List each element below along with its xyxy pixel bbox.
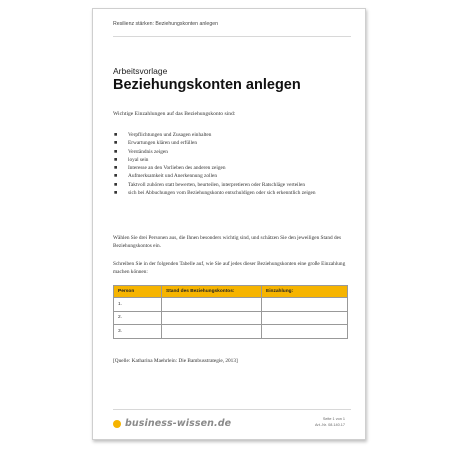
list-item-text: Erwartungen klären und erfüllen xyxy=(128,140,197,147)
intro-text: Wichtige Einzahlungen auf das Beziehungskonto sind: xyxy=(113,111,236,117)
worksheet-table xyxy=(113,285,348,339)
article-number: Art.-Nr. 08.140.17 xyxy=(315,423,345,427)
list-item-text: Verpflichtungen und Zusagen einhalten xyxy=(128,132,212,138)
table-cell-stand[interactable] xyxy=(162,298,262,312)
table-cell-person: 3. xyxy=(114,325,162,339)
table-cell-einzahlung[interactable] xyxy=(262,311,348,325)
bullet-list xyxy=(113,131,353,197)
instruction-paragraph-2: Schreiben Sie in der folgenden Tabelle auf, wie Sie auf jedes dieser Beziehungskonten eine große Einzahlung machen können: xyxy=(113,261,346,276)
source-citation: [Quelle: Katharina Maehrlein: Die Bambusstrategie, 2013] xyxy=(113,358,238,364)
table-cell-einzahlung[interactable] xyxy=(262,298,348,312)
footer-divider xyxy=(113,409,351,410)
logo-text: business-wissen.de xyxy=(125,418,232,429)
brand-logo xyxy=(113,418,231,429)
list-item xyxy=(113,139,353,147)
list-item-text: Verständnis zeigen xyxy=(128,148,168,155)
bullet-icon: ■ xyxy=(114,190,118,197)
list-item-text: Interesse an den Vorlieben des anderen zeigen xyxy=(128,165,226,172)
table-cell-stand[interactable] xyxy=(162,325,262,339)
bullet-icon: ■ xyxy=(114,132,118,138)
list-item-text: sich bei Abbuchungen vom Beziehungskonto entschuldigen oder sich erkenntlich zeigen xyxy=(128,190,316,197)
bullet-icon: ■ xyxy=(114,165,118,172)
list-item xyxy=(113,148,353,156)
table-cell-stand[interactable] xyxy=(162,311,262,325)
bullet-icon: ■ xyxy=(114,181,118,188)
list-item-text: loyal sein xyxy=(128,156,149,163)
list-item xyxy=(113,156,353,164)
bullet-icon: ■ xyxy=(114,156,118,163)
table-row xyxy=(114,298,348,312)
column-header-person: Person xyxy=(114,286,162,298)
list-item xyxy=(113,131,353,139)
column-header-stand: Stand des Beziehungskontos: xyxy=(162,286,262,298)
list-item-text: Aufmerksamkeit und Anerkennung zollen xyxy=(128,173,217,180)
list-item xyxy=(113,172,353,180)
list-item xyxy=(113,181,353,189)
table-row xyxy=(114,325,348,339)
running-header: Resilienz stärken: Beziehungskonten anlegen xyxy=(113,21,218,27)
table-cell-einzahlung[interactable] xyxy=(262,325,348,339)
instruction-paragraph-1: Wählen Sie drei Personen aus, die Ihnen besonders wichtig sind, und schätzen Sie den jeweiligen Stand des Beziehungskontos ein. xyxy=(113,235,342,250)
table-cell-person: 2. xyxy=(114,311,162,325)
bullet-icon: ■ xyxy=(114,148,118,155)
list-item xyxy=(113,189,353,197)
footer-meta xyxy=(315,416,345,428)
page-number: Seite 1 von 1 xyxy=(322,417,345,421)
table-header-row xyxy=(114,286,348,298)
bullet-icon: ■ xyxy=(114,173,118,180)
document-page xyxy=(92,8,366,440)
list-item xyxy=(113,164,353,172)
table-row xyxy=(114,311,348,325)
column-header-einzahlung: Einzahlung: xyxy=(262,286,348,298)
document-kicker: Arbeitsvorlage xyxy=(113,66,168,76)
list-item-text: Taktvoll zuhören statt bewerten, beurteilen, interpretieren oder Ratschläge verteilen xyxy=(128,181,306,188)
logo-dot-icon xyxy=(113,420,121,428)
bullet-icon: ■ xyxy=(114,140,118,147)
document-title: Beziehungskonten anlegen xyxy=(113,77,301,93)
table-cell-person: 1. xyxy=(114,298,162,312)
header-divider xyxy=(113,36,351,37)
